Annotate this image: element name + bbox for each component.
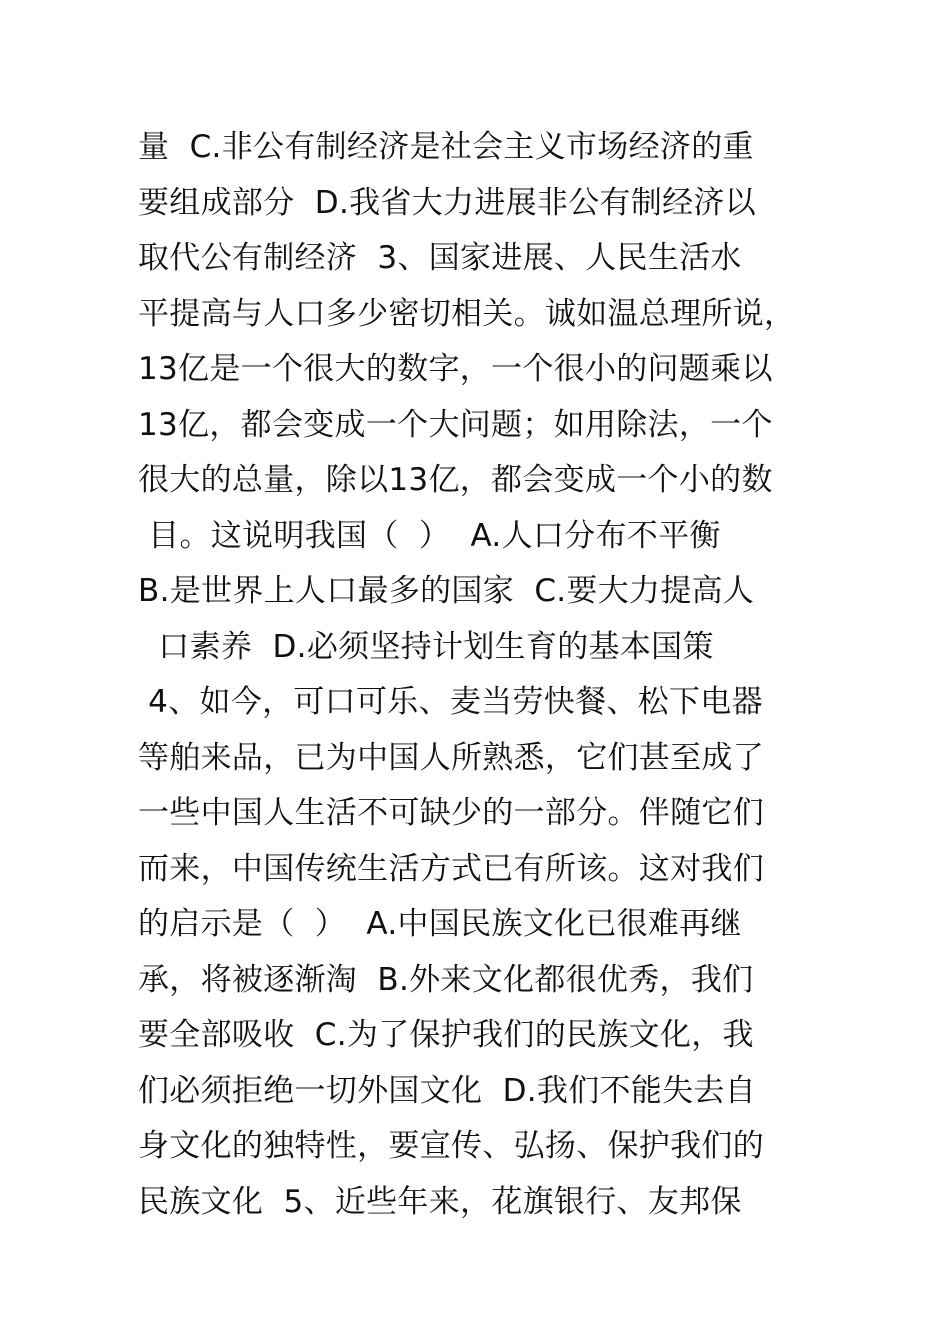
text-line-10: 口素养 D.必须坚持计划生育的基本国策 — [138, 628, 714, 665]
text-line-13: 一些中国人生活不可缺少的一部分。伴随它们 — [138, 795, 764, 831]
text-line-19: 身文化的独特性，要宣传、弘扬、保护我们的 — [138, 1128, 764, 1164]
text-line-11: 4、如今，可口可乐、麦当劳快餐、松下电器 — [138, 684, 763, 720]
body-text — [138, 120, 838, 1230]
text-line-1: 量 C.非公有制经济是社会主义市场经济的重 — [138, 129, 754, 165]
text-line-18: 们必须拒绝一切外国文化 D.我们不能失去自 — [138, 1072, 757, 1109]
text-line-9: B.是世界上人口最多的国家 C.要大力提高人 — [138, 573, 755, 609]
text-line-12: 等舶来品，已为中国人所熟悉，它们甚至成了 — [138, 739, 764, 776]
text-line-15: 的启示是（ ） A.中国民族文化已很难再继 — [138, 906, 742, 942]
text-line-4: 平提高与人口多少密切相关。诚如温总理所说， — [138, 295, 796, 332]
text-line-7: 很大的总量，除以13亿，都会变成一个小的数 — [138, 462, 773, 498]
text-line-20: 民族文化 5、近些年来，花旗银行、友邦保 — [138, 1183, 742, 1220]
text-line-2: 要组成部分 D.我省大力进展非公有制经济以 — [138, 184, 757, 221]
text-line-14: 而来，中国传统生活方式已有所该。这对我们 — [138, 850, 764, 887]
text-line-6: 13亿，都会变成一个大问题；如用除法，一个 — [138, 406, 773, 443]
text-line-8: 目。这说明我国（ ） A.人口分布不平衡 — [138, 517, 721, 554]
text-line-5: 13亿是一个很大的数字，一个很小的问题乘以 — [138, 351, 773, 387]
text-line-3: 取代公有制经济 3、国家进展、人民生活水 — [138, 240, 742, 276]
text-line-17: 要全部吸收 C.为了保护我们的民族文化，我 — [138, 1017, 754, 1053]
text-line-16: 承，将被逐渐淘 B.外来文化都很优秀，我们 — [138, 961, 754, 998]
